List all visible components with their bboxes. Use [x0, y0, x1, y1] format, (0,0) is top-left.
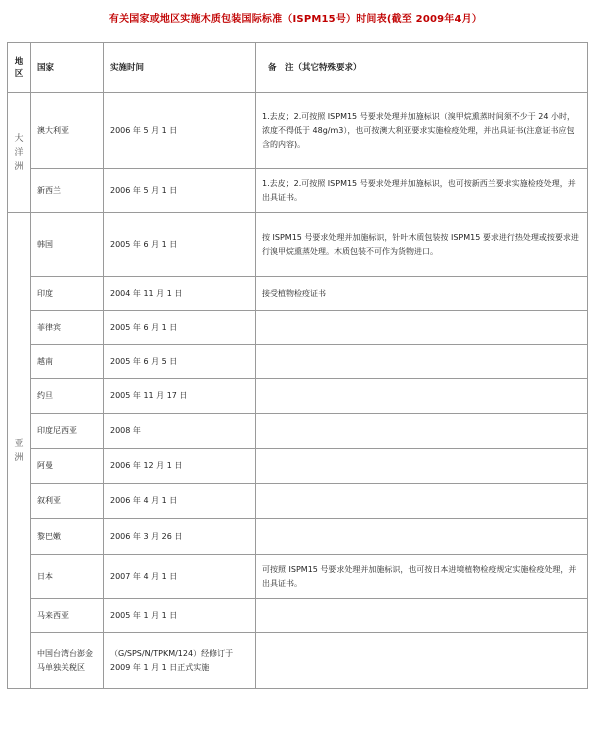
table-row	[8, 449, 588, 484]
country-cell: 澳大利亚	[31, 93, 104, 169]
remark-cell	[256, 449, 588, 484]
table-row	[8, 169, 588, 213]
ispm15-schedule-table	[7, 42, 588, 689]
country-cell: 中国台湾台澎金马单独关税区	[31, 633, 104, 689]
remark-cell	[256, 484, 588, 519]
table-row	[8, 93, 588, 169]
header-row	[8, 43, 588, 93]
date-cell: 2006 年 5 月 1 日	[104, 169, 256, 213]
remark-cell: 可按照 ISPM15 号要求处理并加施标识，也可按日本进境植物检疫规定实施检疫处理，并出具证书。	[256, 555, 588, 599]
remark-cell: 1.去皮；2.可按照 ISPM15 号要求处理并加施标识（溴甲烷熏蒸时间须不少于 24 小时，浓度不得低于 48g/m3），也可按澳大利亚要求实施检疫处理，并出具证书(注意证书应包含的内容)。	[256, 93, 588, 169]
date-cell: 2004 年 11 月 1 日	[104, 277, 256, 311]
date-cell: 2005 年 6 月 1 日	[104, 311, 256, 345]
page-title: 有关国家或地区实施木质包装国际标准（ISPM15号）时间表(截至 2009年4月）	[108, 14, 483, 25]
date-cell: 2005 年 6 月 5 日	[104, 345, 256, 379]
country-cell: 阿曼	[31, 449, 104, 484]
header-region: 地区	[8, 43, 31, 93]
date-cell: （G/SPS/N/TPKM/124）经修订于 2009 年 1 月 1 日正式实施	[104, 633, 256, 689]
table-row	[8, 379, 588, 414]
table-row	[8, 345, 588, 379]
header-date: 实施时间	[104, 43, 256, 93]
date-cell: 2006 年 12 月 1 日	[104, 449, 256, 484]
region-cell-asia	[8, 213, 31, 689]
table-row	[8, 599, 588, 633]
table-row	[8, 555, 588, 599]
remark-cell: 1.去皮；2.可按照 ISPM15 号要求处理并加施标识，也可按新西兰要求实施检疫处理，并出具证书。	[256, 169, 588, 213]
remark-cell: 按 ISPM15 号要求处理并加施标识，针叶木质包装按 ISPM15 要求进行热处理或按要求进行溴甲烷熏蒸处理。木质包装不可作为货物进口。	[256, 213, 588, 277]
remark-cell: 接受植物检疫证书	[256, 277, 588, 311]
country-cell: 新西兰	[31, 169, 104, 213]
remark-cell	[256, 379, 588, 414]
date-cell: 2006 年 4 月 1 日	[104, 484, 256, 519]
date-cell: 2005 年 11 月 17 日	[104, 379, 256, 414]
remark-cell	[256, 519, 588, 555]
header-remark: 备 注（其它特殊要求）	[256, 43, 588, 93]
region-label: 亚洲	[14, 438, 24, 463]
country-cell: 叙利亚	[31, 484, 104, 519]
region-label: 大洋洲	[14, 133, 24, 172]
date-cell: 2006 年 5 月 1 日	[104, 93, 256, 169]
country-cell: 印度尼西亚	[31, 414, 104, 449]
table-row	[8, 633, 588, 689]
remark-cell	[256, 311, 588, 345]
table-row	[8, 311, 588, 345]
remark-cell	[256, 414, 588, 449]
date-cell: 2005 年 1 月 1 日	[104, 599, 256, 633]
country-cell: 约旦	[31, 379, 104, 414]
country-cell: 马来西亚	[31, 599, 104, 633]
remark-cell	[256, 599, 588, 633]
remark-cell	[256, 345, 588, 379]
table-row	[8, 519, 588, 555]
table-row	[8, 414, 588, 449]
region-cell-oceania	[8, 93, 31, 213]
country-cell: 韩国	[31, 213, 104, 277]
table-row	[8, 277, 588, 311]
header-country: 国家	[31, 43, 104, 93]
date-cell: 2007 年 4 月 1 日	[104, 555, 256, 599]
date-cell: 2008 年	[104, 414, 256, 449]
country-cell: 越南	[31, 345, 104, 379]
country-cell: 菲律宾	[31, 311, 104, 345]
country-cell: 印度	[31, 277, 104, 311]
country-cell: 日本	[31, 555, 104, 599]
country-cell: 黎巴嫩	[31, 519, 104, 555]
table-row	[8, 213, 588, 277]
date-cell: 2005 年 6 月 1 日	[104, 213, 256, 277]
remark-cell	[256, 633, 588, 689]
table-row	[8, 484, 588, 519]
date-cell: 2006 年 3 月 26 日	[104, 519, 256, 555]
